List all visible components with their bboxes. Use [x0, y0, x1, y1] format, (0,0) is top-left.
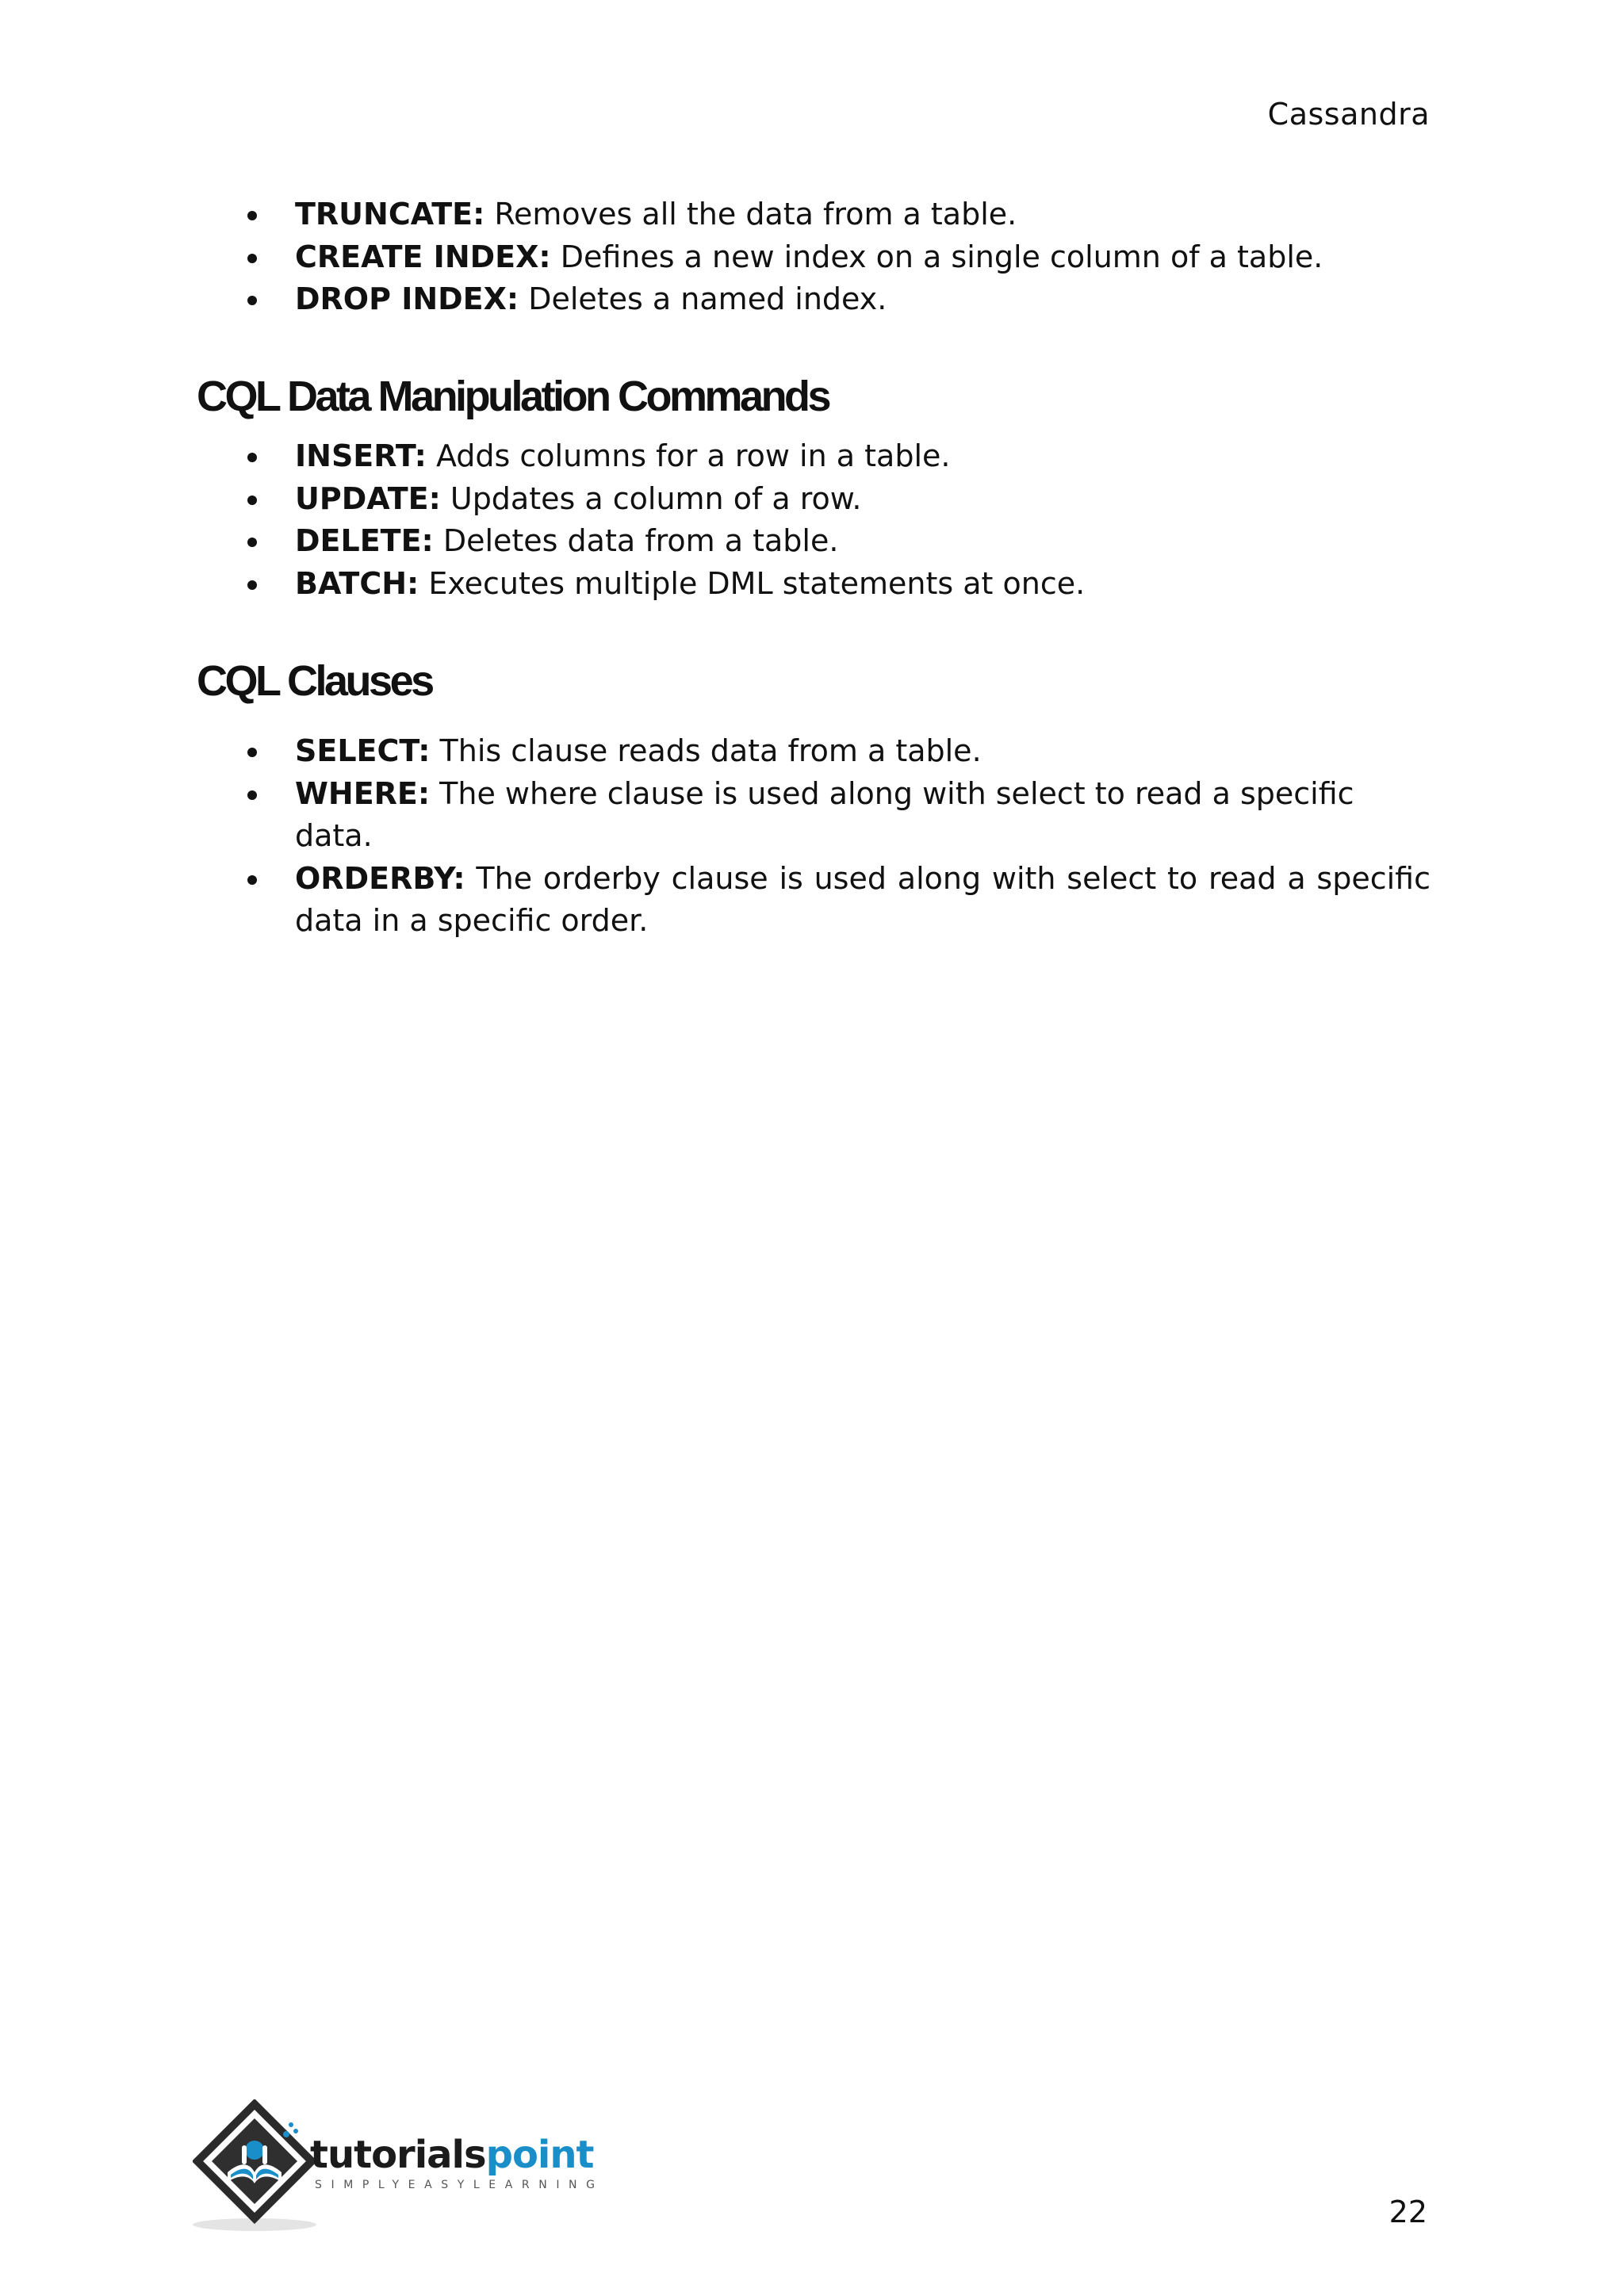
- dml-command-list: [238, 435, 1431, 605]
- clause-term: SELECT:: [295, 733, 431, 768]
- running-header: Cassandra: [1267, 97, 1430, 132]
- tutorialspoint-logo: [193, 2099, 621, 2234]
- clause-description: This clause reads data from a table.: [430, 733, 982, 768]
- ddl-command-list: [238, 193, 1431, 321]
- command-description: Executes multiple DML statements at once.: [419, 565, 1086, 601]
- clause-list: [238, 730, 1431, 943]
- clause-description: The orderby clause is used along with select to read a specific data in a specific order.: [295, 860, 1431, 938]
- command-description: Updates a column of a row.: [440, 480, 862, 516]
- logo-word-blue: point: [485, 2133, 594, 2177]
- command-term: TRUNCATE:: [295, 197, 485, 232]
- list-item: [238, 858, 1431, 943]
- clause-term: ORDERBY:: [295, 860, 465, 896]
- logo-diamond-icon: [193, 2099, 327, 2234]
- command-term: UPDATE:: [295, 480, 441, 516]
- command-description: Adds columns for a row in a table.: [426, 438, 951, 473]
- clause-description: The where clause is used along with select to read a specific data.: [295, 775, 1354, 853]
- section-heading-dml: CQL Data Manipulation Commands: [197, 373, 829, 420]
- command-description: Removes all the data from a table.: [485, 197, 1017, 232]
- section-heading-clauses: CQL Clauses: [197, 657, 432, 705]
- list-item: [238, 520, 1431, 563]
- logo-wordmark: [310, 2133, 594, 2177]
- list-item: [238, 278, 1431, 321]
- list-item: [238, 563, 1431, 606]
- command-term: DROP INDEX:: [295, 281, 519, 316]
- logo-tagline: SIMPLYEASYLEARNING: [315, 2179, 604, 2191]
- command-term: DELETE:: [295, 523, 434, 558]
- list-item: [238, 193, 1431, 236]
- clause-term: WHERE:: [295, 775, 431, 811]
- logo-word-dark: tutorials: [310, 2133, 486, 2177]
- command-term: CREATE INDEX:: [295, 239, 551, 274]
- command-term: INSERT:: [295, 438, 427, 473]
- list-item: [238, 435, 1431, 478]
- list-item: [238, 730, 1431, 773]
- list-item: [238, 773, 1431, 858]
- command-description: Deletes a named index.: [519, 281, 887, 316]
- command-term: BATCH:: [295, 565, 419, 601]
- command-description: Deletes data from a table.: [433, 523, 839, 558]
- list-item: [238, 236, 1431, 279]
- page-number: 22: [1388, 2195, 1427, 2229]
- list-item: [238, 478, 1431, 521]
- command-description: Defines a new index on a single column of a table.: [550, 239, 1323, 274]
